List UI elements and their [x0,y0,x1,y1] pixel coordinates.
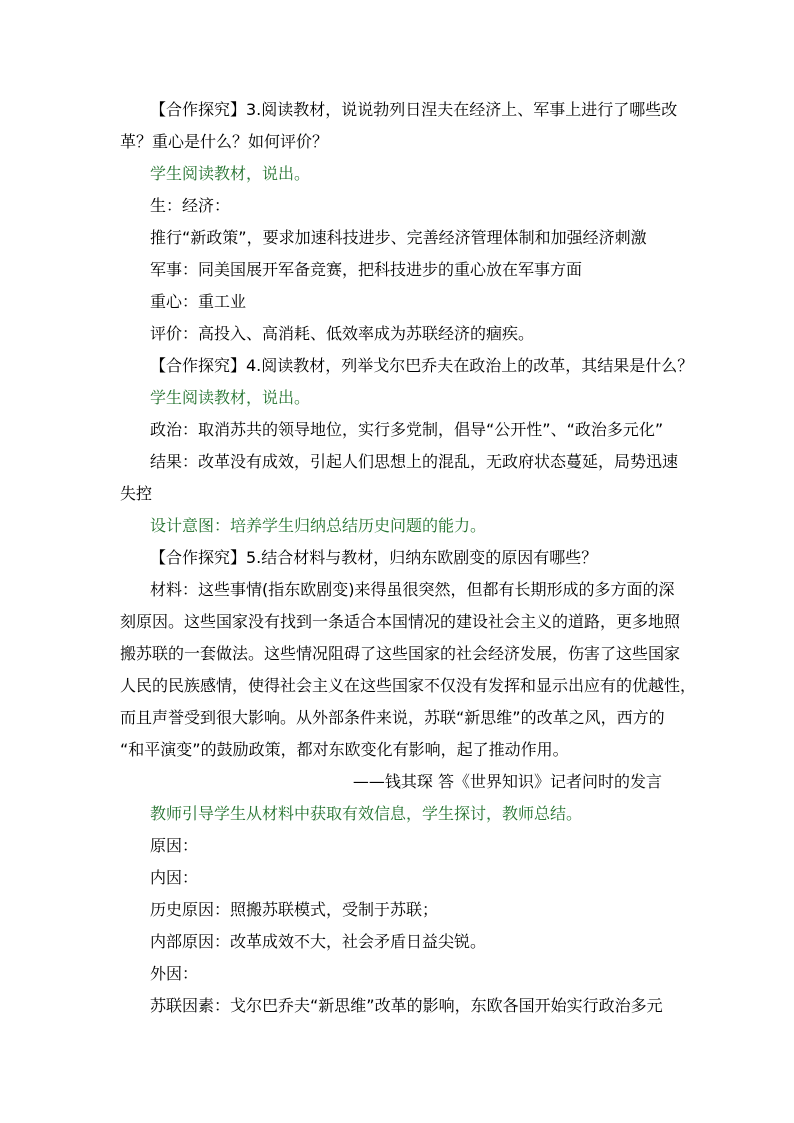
material-line-6: “和平演变”的鼓励政策，都对东欧变化有影响，起了推动作用。 [120,740,569,759]
result-line-2: 失控 [120,484,153,503]
economy-heading: 生：经济： [150,196,231,215]
material-line-2: 刻原因。这些国家没有找到一条适合本国情况的建设社会主义的道路，更多地照 [120,612,681,631]
historical-cause: 历史原因：照搬苏联模式，受制于苏联； [150,900,439,919]
economy-policy: 推行“新政策”，要求加速科技进步、完善经济管理体制和加强经济刺激 [150,228,647,247]
material-line-4: 人民的民族感情，使得社会主义在这些国家不仅没有发挥和显示出应有的优越性， [120,676,697,695]
material-attribution: ——钱其琛 答《世界知识》记者问时的发言 [352,772,662,791]
question-3-line-1: 【合作探究】3.阅读教材，说说勃列日涅夫在经济上、军事上进行了哪些改 [150,100,678,119]
student-activity-1: 学生阅读教材，说出。 [150,164,311,183]
question-5: 【合作探究】5.结合材料与教材，归纳东欧剧变的原因有哪些？ [150,548,598,567]
external-cause-heading: 外因： [150,964,199,983]
focus-line: 重心：重工业 [150,292,247,311]
internal-cause: 内部原因：改革成效不大，社会矛盾日益尖锐。 [150,932,487,951]
student-activity-2: 学生阅读教材，说出。 [150,388,311,407]
evaluation-line: 评价：高投入、高消耗、低效率成为苏联经济的痼疾。 [150,324,535,343]
cause-heading: 原因： [150,836,199,855]
material-line-5: 而且声誉受到很大影响。从外部条件来说，苏联“新思维”的改革之风，西方的 [120,708,665,727]
question-3-line-2: 革？重心是什么？如何评价？ [120,132,329,151]
teacher-guidance: 教师引导学生从材料中获取有效信息，学生探讨，教师总结。 [150,804,583,823]
internal-cause-heading: 内因： [150,868,199,887]
question-4: 【合作探究】4.阅读教材，列举戈尔巴乔夫在政治上的改革，其结果是什么？ [150,356,694,375]
politics-line: 政治：取消苏共的领导地位，实行多党制，倡导“公开性”、“政治多元化” [150,420,664,439]
material-line-3: 搬苏联的一套做法。这些情况阻碍了这些国家的社会经济发展，伤害了这些国家 [120,644,681,663]
military-policy: 军事：同美国展开军备竞赛，把科技进步的重心放在军事方面 [150,260,583,279]
design-intent: 设计意图：培养学生归纳总结历史问题的能力。 [150,516,487,535]
soviet-factor: 苏联因素：戈尔巴乔夫“新思维”改革的影响，东欧各国开始实行政治多元 [150,996,663,1015]
result-line-1: 结果：改革没有成效，引起人们思想上的混乱，无政府状态蔓延，局势迅速 [150,452,679,471]
material-line-1: 材料：这些事情(指东欧剧变)来得虽很突然，但都有长期形成的多方面的深 [150,580,675,599]
